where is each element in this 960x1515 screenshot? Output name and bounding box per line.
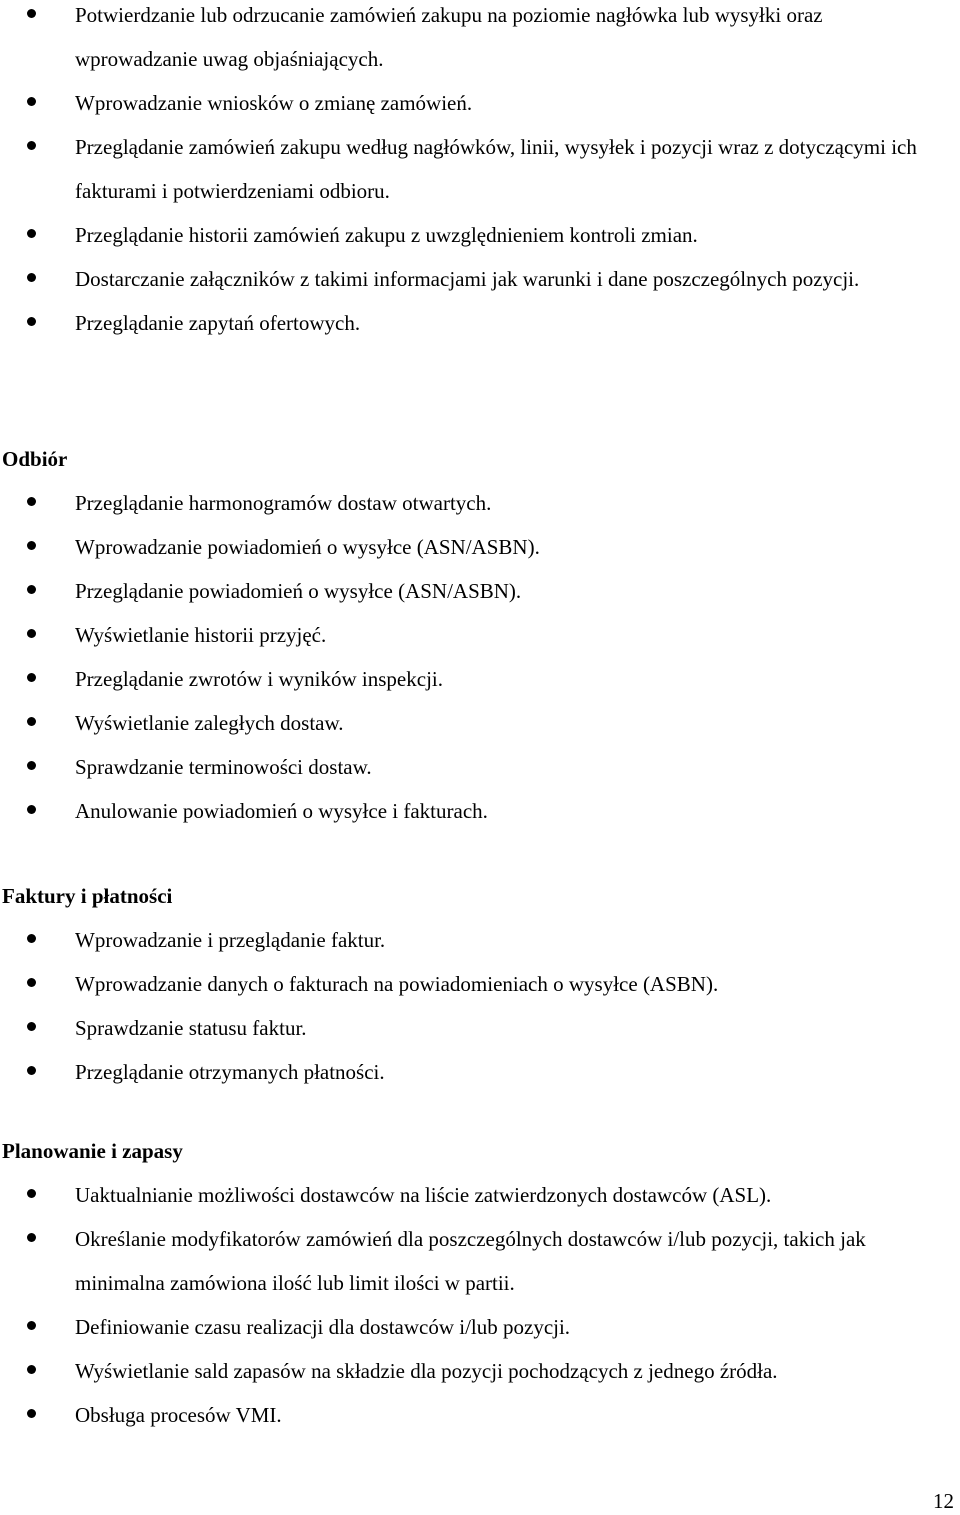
list-item — [0, 962, 945, 1006]
bullet-icon — [27, 1189, 36, 1198]
list-item-text: Dostarczanie załączników z takimi informacjami jak warunki i dane poszczególnych pozycji. — [75, 267, 860, 291]
bullet-icon — [27, 629, 36, 638]
bullet-icon — [27, 1233, 36, 1242]
bullet-icon — [27, 805, 36, 814]
bullet-icon — [27, 717, 36, 726]
list-item — [0, 525, 945, 569]
bullet-icon — [27, 9, 36, 18]
bullet-icon — [27, 317, 36, 326]
bullet-icon — [27, 978, 36, 987]
list-item — [0, 1349, 945, 1393]
list-item-text: Wprowadzanie powiadomień o wysyłce (ASN/ASBN). — [75, 535, 540, 559]
list-item-text: Wyświetlanie historii przyjęć. — [75, 623, 327, 647]
list-item-text: Sprawdzanie terminowości dostaw. — [75, 755, 372, 779]
bullet-icon — [27, 673, 36, 682]
bullet-icon — [27, 229, 36, 238]
list-item — [0, 1217, 945, 1305]
list-item — [0, 657, 945, 701]
section-heading: Odbiór — [2, 447, 68, 471]
list-item-text: Określanie modyfikatorów zamówień dla poszczególnych dostawców i/lub pozycji, takich jak minimalna zamówiona ilość lub limit ilości w partii. — [75, 1227, 866, 1295]
bullet-icon — [27, 1409, 36, 1418]
list-item-text: Wprowadzanie danych o fakturach na powiadomieniach o wysyłce (ASBN). — [75, 972, 719, 996]
list-item-text: Potwierdzanie lub odrzucanie zamówień zakupu na poziomie nagłówka lub wysyłki oraz wprowadzanie uwag objaśniających. — [75, 3, 823, 71]
list-item-text: Wyświetlanie zaległych dostaw. — [75, 711, 344, 735]
list-item — [0, 613, 945, 657]
list-item-text: Sprawdzanie statusu faktur. — [75, 1016, 307, 1040]
bullet-icon — [27, 1365, 36, 1374]
bullet-icon — [27, 1321, 36, 1330]
list-item — [0, 257, 945, 301]
bullet-icon — [27, 273, 36, 282]
list-item-text: Uaktualnianie możliwości dostawców na liście zatwierdzonych dostawców (ASL). — [75, 1183, 772, 1207]
section-planowanie — [0, 1137, 960, 1437]
list-item — [0, 1173, 945, 1217]
list-item — [0, 81, 945, 125]
list-item — [0, 1305, 945, 1349]
list-item-text: Wprowadzanie i przeglądanie faktur. — [75, 928, 386, 952]
list-item — [0, 789, 945, 833]
bullet-icon — [27, 934, 36, 943]
section-list — [0, 481, 960, 833]
section-faktury — [0, 882, 960, 1094]
section-list — [0, 1173, 960, 1437]
list-item-text: Przeglądanie harmonogramów dostaw otwartych. — [75, 491, 492, 515]
intro-section — [0, 0, 960, 345]
list-item — [0, 301, 945, 345]
list-item — [0, 0, 945, 81]
list-item — [0, 1006, 945, 1050]
list-item — [0, 1050, 945, 1094]
section-list — [0, 918, 960, 1094]
list-item-text: Wyświetlanie sald zapasów na składzie dla pozycji pochodzących z jednego źródła. — [75, 1359, 778, 1383]
list-item — [0, 481, 945, 525]
list-item — [0, 745, 945, 789]
section-heading: Faktury i płatności — [2, 884, 173, 908]
list-item-text: Przeglądanie zapytań ofertowych. — [75, 311, 361, 335]
bullet-icon — [27, 761, 36, 770]
bullet-icon — [27, 1022, 36, 1031]
section-odbior — [0, 445, 960, 833]
list-item — [0, 569, 945, 613]
list-item — [0, 125, 945, 213]
list-item-text: Przeglądanie zamówień zakupu według nagłówków, linii, wysyłek i pozycji wraz z dotyczącymi ich fakturami i potwierdzeniami odbioru. — [75, 135, 917, 203]
list-item-text: Wprowadzanie wniosków o zmianę zamówień. — [75, 91, 473, 115]
bullet-icon — [27, 141, 36, 150]
bullet-icon — [27, 1066, 36, 1075]
bullet-icon — [27, 541, 36, 550]
section-heading: Planowanie i zapasy — [2, 1139, 183, 1163]
page-number: 12 — [933, 1489, 954, 1513]
intro-list — [0, 0, 960, 345]
list-item — [0, 918, 945, 962]
list-item-text: Przeglądanie powiadomień o wysyłce (ASN/ASBN). — [75, 579, 522, 603]
list-item-text: Obsługa procesów VMI. — [75, 1403, 282, 1427]
list-item-text: Przeglądanie zwrotów i wyników inspekcji. — [75, 667, 443, 691]
bullet-icon — [27, 585, 36, 594]
list-item-text: Definiowanie czasu realizacji dla dostawców i/lub pozycji. — [75, 1315, 571, 1339]
list-item — [0, 213, 945, 257]
list-item — [0, 701, 945, 745]
bullet-icon — [27, 497, 36, 506]
list-item-text: Przeglądanie historii zamówień zakupu z uwzględnieniem kontroli zmian. — [75, 223, 698, 247]
bullet-icon — [27, 97, 36, 106]
list-item — [0, 1393, 945, 1437]
list-item-text: Przeglądanie otrzymanych płatności. — [75, 1060, 385, 1084]
list-item-text: Anulowanie powiadomień o wysyłce i fakturach. — [75, 799, 488, 823]
